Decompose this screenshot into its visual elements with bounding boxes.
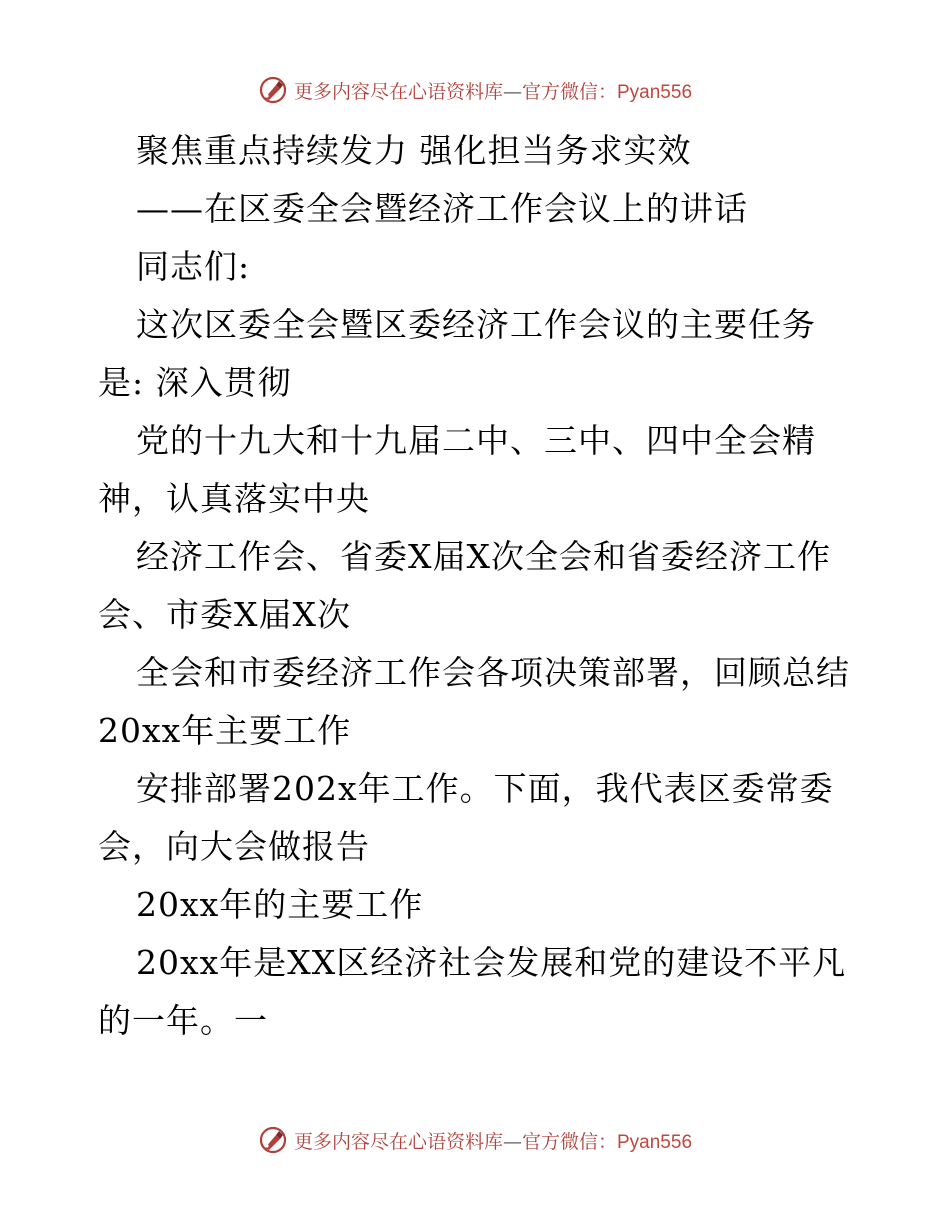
- section-heading: 20xx年的主要工作: [136, 885, 424, 924]
- salutation: 同志们:: [136, 247, 251, 286]
- body-line: 这次区委全会暨区委经济工作会议的主要任务: [136, 305, 816, 344]
- body-line: 全会和市委经济工作会各项决策部署，回顾总结: [136, 653, 850, 692]
- watermark-label: 官方微信：: [521, 1130, 617, 1153]
- body-line: 20xx年主要工作: [98, 711, 352, 750]
- watermark-separator: —: [502, 1130, 522, 1153]
- document-subtitle: ——在区委全会暨经济工作会议上的讲话: [136, 189, 748, 228]
- body-line: 的一年。一: [98, 1001, 268, 1040]
- watermark-separator: —: [502, 80, 522, 103]
- body-line: 是: 深入贯彻: [98, 363, 292, 402]
- watermark-wechat-id: Pyan556: [617, 1131, 693, 1153]
- body-line: 安排部署202x年工作。下面，我代表区委常委: [136, 769, 834, 808]
- watermark-wechat-id: Pyan556: [617, 81, 693, 103]
- pen-nib-logo-icon: [258, 75, 288, 105]
- body-line: 党的十九大和十九届二中、三中、四中全会精: [136, 421, 816, 460]
- watermark-brand: 更多内容尽在心语资料库: [293, 80, 503, 103]
- pen-nib-logo-icon: [258, 1125, 288, 1155]
- document-title: 聚焦重点持续发力 强化担当务求实效: [136, 131, 692, 170]
- body-line: 20xx年是XX区经济社会发展和党的建设不平凡: [136, 943, 847, 982]
- watermark-brand: 更多内容尽在心语资料库: [293, 1130, 503, 1153]
- body-line: 神，认真落实中央: [98, 479, 370, 518]
- watermark-label: 官方微信：: [521, 80, 617, 103]
- footer-watermark: [0, 1120, 950, 1160]
- body-line: 会、市委X届X次: [98, 595, 351, 634]
- header-watermark: [0, 70, 950, 110]
- body-line: 经济工作会、省委X届X次全会和省委经济工作: [136, 537, 831, 576]
- document-body: [98, 122, 858, 1050]
- body-line: 会，向大会做报告: [98, 827, 370, 866]
